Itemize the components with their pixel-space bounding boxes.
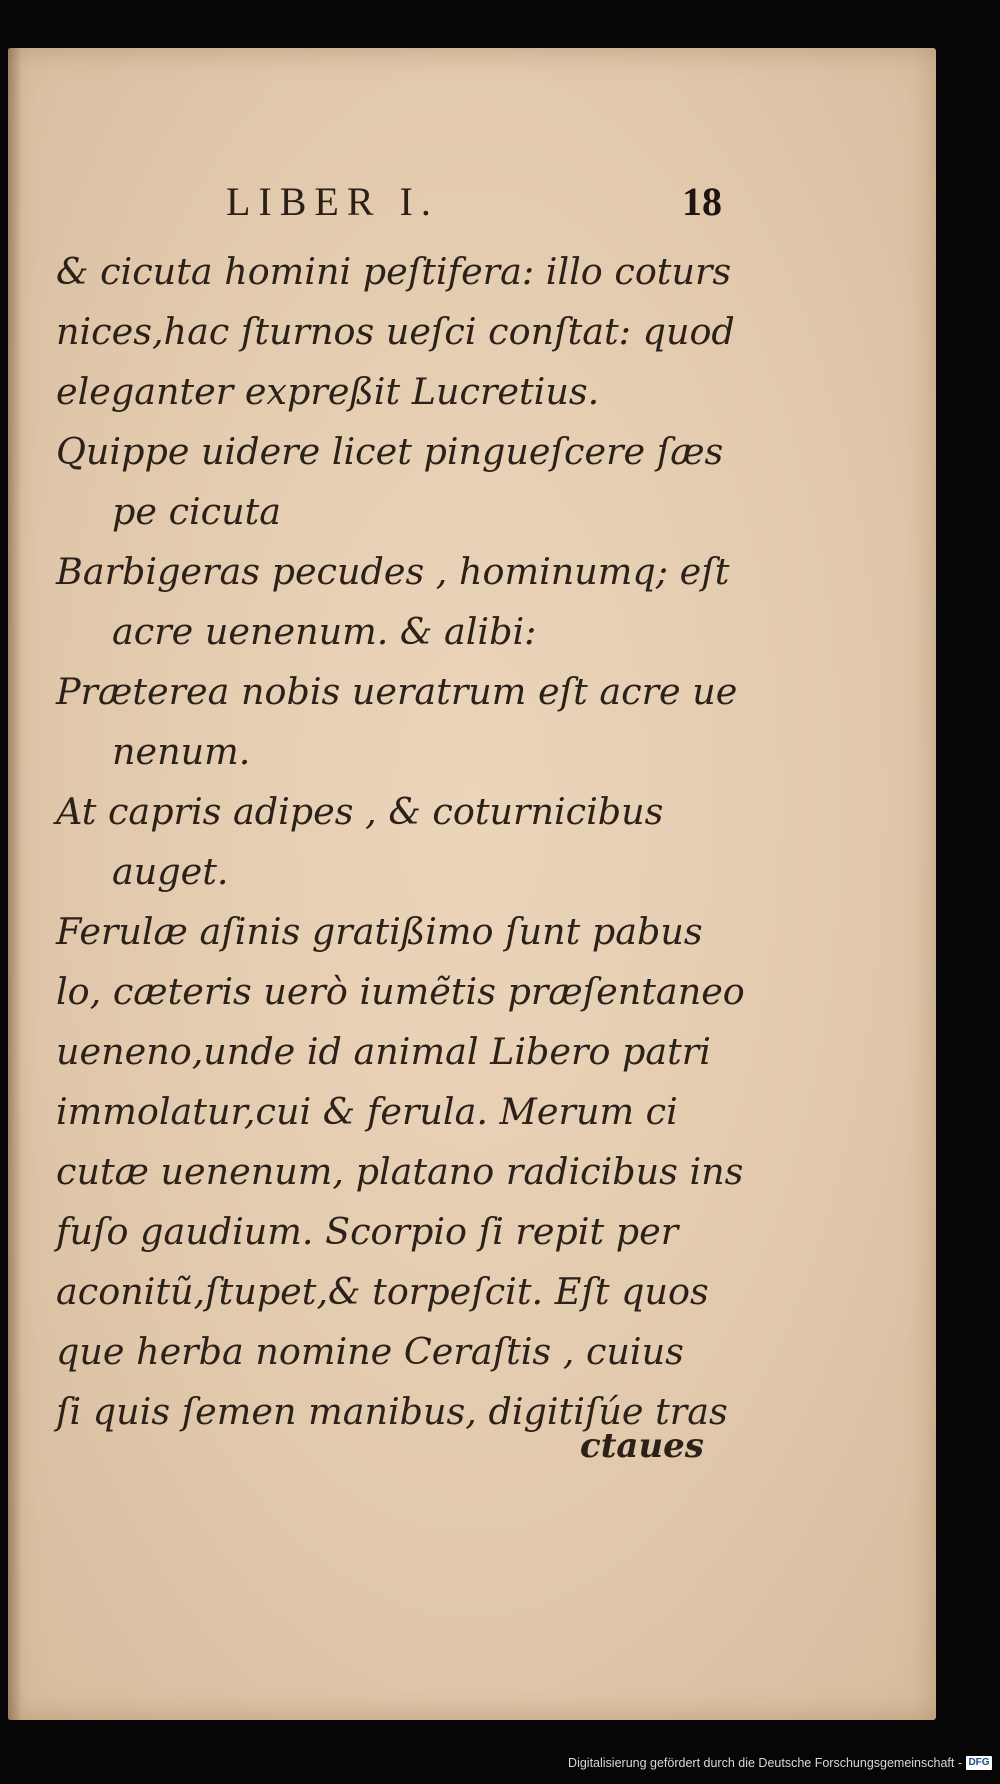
footer-bar [0, 1752, 1000, 1784]
text-line: ſi quis ſemen manibus, digitiſúe tras [56, 1390, 728, 1433]
page-gutter-shadow [8, 48, 22, 1720]
funding-credit: Digitalisierung gefördert durch die Deutsche Forschungsgemeinschaft - [568, 1756, 962, 1770]
text-line: cutæ uenenum, platano radicibus ins [56, 1150, 744, 1193]
text-line: lo, cæteris uerò iumẽtis præſentaneo [56, 970, 745, 1013]
text-line: ueneno,unde id animal Libero patri [56, 1030, 711, 1073]
dfg-logo: DFG [966, 1756, 992, 1770]
text-line: Barbigeras pecudes , hominumq; eſt [56, 550, 730, 593]
text-line: Præterea nobis ueratrum eſt acre ue [56, 670, 738, 713]
text-line: aconitũ,ſtupet,& torpeſcit. Eſt quos [56, 1270, 709, 1313]
text-line: At capris adipes , & coturnicibus [56, 790, 664, 833]
text-line: que herba nomine Ceraſtis , cuius [56, 1330, 684, 1373]
catchword: ctaues [580, 1426, 704, 1466]
text-line: immolatur,cui & ferula. Merum ci [56, 1090, 678, 1133]
text-line: nenum. [112, 730, 251, 773]
text-line: nices,hac ſturnos ueſci conſtat: quod [56, 310, 735, 353]
text-line: auget. [112, 850, 229, 893]
text-line: pe cicuta [112, 490, 282, 533]
text-line: fuſo gaudium. Scorpio ſi repit per [56, 1210, 679, 1253]
folio-number: 18 [682, 179, 722, 224]
text-line: & cicuta homini peſtifera: illo coturs [56, 250, 732, 293]
page-header [0, 178, 1000, 232]
running-head: LIBER I. [226, 179, 439, 224]
text-block [56, 242, 745, 1442]
text-line: Ferulæ aſinis gratißimo ſunt pabus [56, 910, 703, 953]
text-line: Quippe uidere licet pingueſcere ſæs [56, 430, 724, 473]
text-line: acre uenenum. & alibi: [112, 610, 537, 653]
text-line: eleganter expreßit Lucretius. [56, 370, 600, 413]
